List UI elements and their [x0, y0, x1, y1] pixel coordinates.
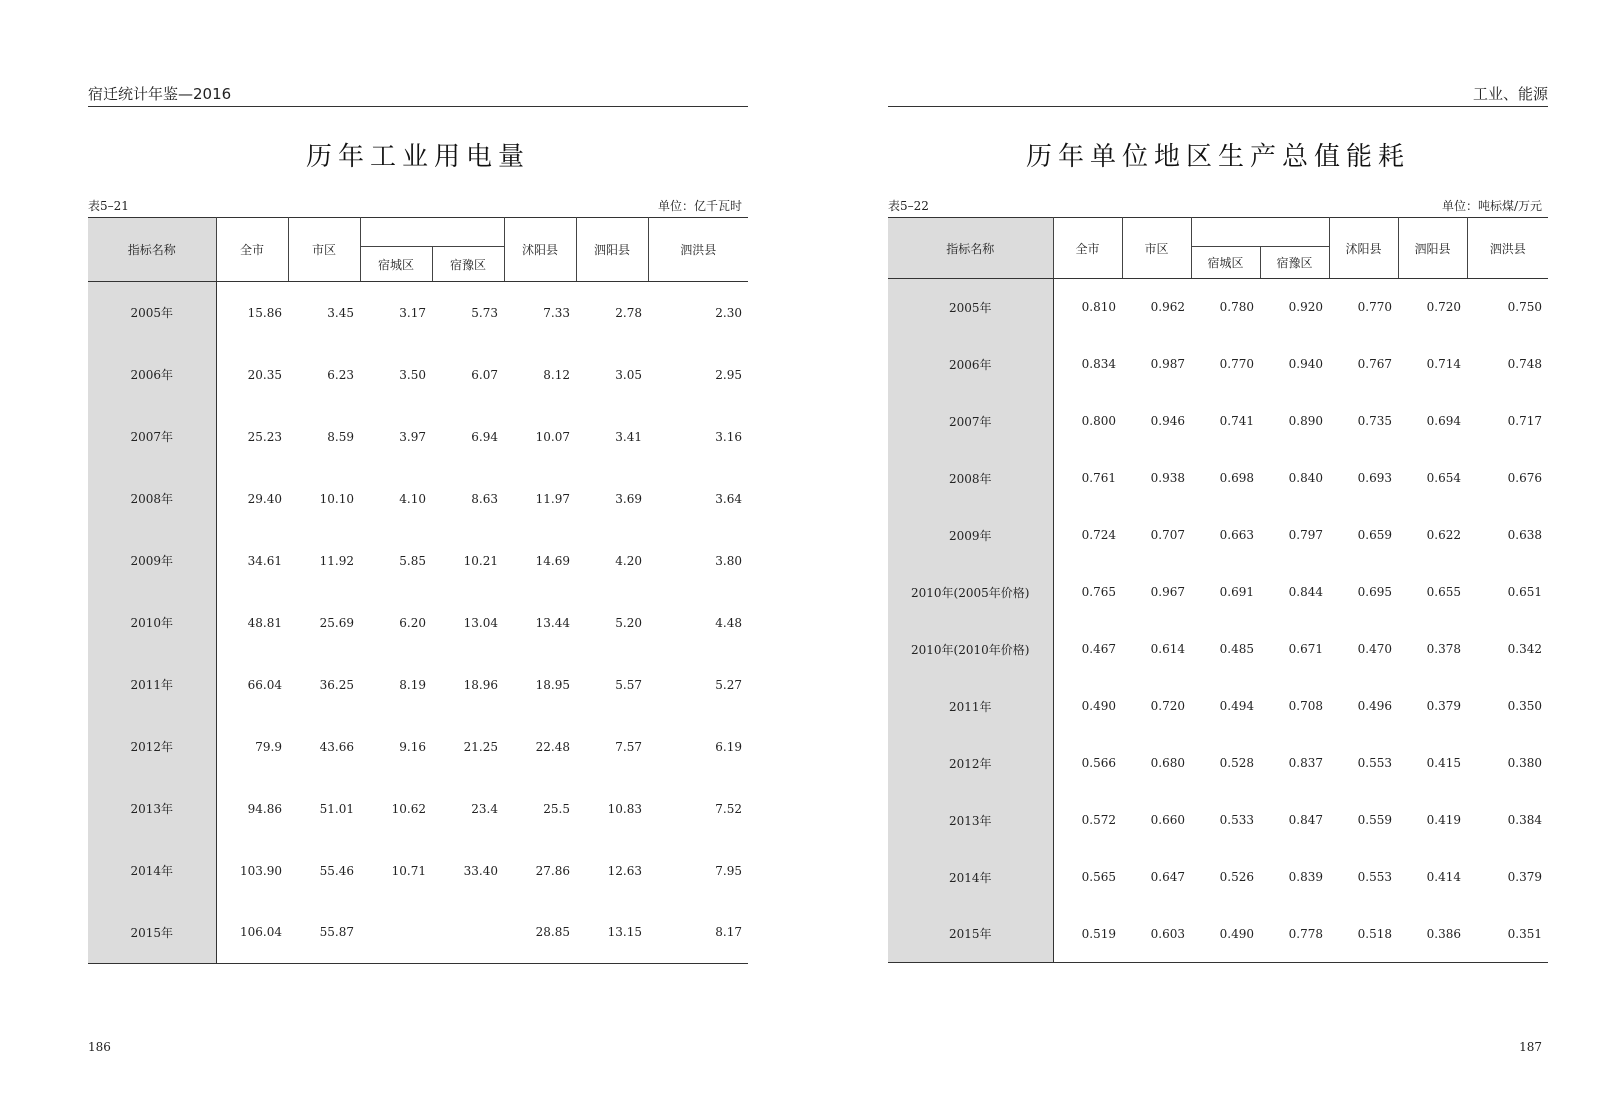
data-cell: 0.654	[1426, 471, 1461, 485]
data-cell: 8.63	[471, 491, 498, 506]
data-cell: 103.90	[240, 863, 282, 878]
data-cell: 10.21	[463, 553, 498, 568]
data-cell: 2.95	[715, 367, 742, 382]
data-cell: 0.526	[1219, 870, 1254, 884]
data-cell: 0.647	[1150, 870, 1185, 884]
data-cell: 3.41	[615, 429, 642, 444]
data-cell: 4.10	[399, 491, 426, 506]
data-cell: 0.485	[1219, 642, 1254, 656]
table-row	[88, 282, 748, 344]
data-cell: 0.724	[1081, 528, 1116, 542]
header-suyu: 宿豫区	[1260, 247, 1329, 279]
data-cell: 0.553	[1357, 870, 1392, 884]
data-cell: 6.07	[471, 367, 498, 382]
data-cell: 0.920	[1288, 300, 1323, 315]
data-cell: 25.69	[319, 615, 354, 630]
data-cell: 0.691	[1219, 585, 1254, 599]
data-cell: 0.750	[1507, 300, 1542, 315]
data-cell: 0.490	[1219, 926, 1254, 941]
data-cell: 9.16	[399, 739, 426, 754]
data-cell: 6.20	[399, 615, 426, 630]
data-cell: 3.69	[615, 491, 642, 506]
data-cell: 0.572	[1081, 813, 1116, 827]
data-cell: 4.48	[715, 615, 742, 630]
row-label: 2005年	[888, 279, 1053, 336]
data-cell: 0.603	[1150, 926, 1185, 941]
data-cell: 5.20	[615, 615, 642, 630]
data-cell: 0.967	[1150, 585, 1185, 599]
table-row	[888, 336, 1548, 393]
data-cell: 0.351	[1507, 926, 1542, 941]
data-cell: 79.9	[255, 739, 282, 754]
data-cell: 0.467	[1081, 642, 1116, 656]
data-cell: 12.63	[607, 863, 642, 878]
data-cell: 5.27	[715, 677, 742, 692]
data-cell: 0.470	[1357, 642, 1392, 656]
data-cell: 0.380	[1507, 756, 1542, 770]
data-cell: 11.92	[319, 553, 354, 568]
data-cell: 4.20	[615, 553, 642, 568]
data-cell: 0.638	[1507, 528, 1542, 542]
table-unit: 单位：亿千瓦时	[657, 199, 742, 213]
row-label: 2012年	[88, 716, 216, 778]
data-cell: 25.5	[543, 801, 570, 816]
data-cell: 0.797	[1288, 528, 1323, 542]
data-cell: 27.86	[535, 863, 570, 878]
page-number: 187	[1519, 1040, 1542, 1054]
row-label: 2005年	[88, 282, 216, 344]
data-cell: 0.720	[1150, 699, 1185, 713]
data-cell: 0.748	[1507, 357, 1542, 371]
data-cell: 7.33	[543, 305, 570, 320]
row-label: 2008年	[888, 450, 1053, 507]
data-cell: 3.64	[715, 491, 742, 506]
data-cell: 0.765	[1081, 585, 1116, 599]
data-cell: 0.386	[1426, 926, 1461, 941]
data-cell: 29.40	[247, 491, 282, 506]
electricity-table	[88, 217, 748, 964]
data-cell: 0.770	[1357, 300, 1392, 315]
data-cell: 3.80	[715, 553, 742, 568]
data-cell: 5.57	[615, 677, 642, 692]
data-cell: 0.717	[1507, 414, 1542, 428]
data-cell: 0.533	[1219, 813, 1254, 827]
row-label: 2015年	[888, 906, 1053, 963]
data-cell: 7.95	[715, 863, 742, 878]
data-cell: 66.04	[247, 677, 282, 692]
data-cell: 14.69	[535, 553, 570, 568]
data-cell: 0.834	[1081, 357, 1116, 371]
data-cell: 13.44	[535, 615, 570, 630]
header-sihong: 泗洪县	[648, 218, 748, 282]
data-cell: 0.708	[1288, 699, 1323, 713]
data-cell: 0.940	[1288, 357, 1323, 371]
data-cell: 36.25	[319, 677, 354, 692]
data-cell: 0.384	[1507, 813, 1542, 827]
data-cell: 0.946	[1150, 414, 1185, 428]
table-title: 历年单位地区生产总值能耗	[1025, 142, 1410, 172]
data-cell: 2.30	[715, 305, 742, 320]
data-cell: 0.559	[1357, 813, 1392, 827]
header-siyang: 泗阳县	[576, 218, 648, 282]
data-cell: 0.847	[1288, 813, 1323, 827]
data-cell: 8.59	[327, 429, 354, 444]
row-label: 2014年	[888, 849, 1053, 906]
data-cell: 10.83	[607, 801, 642, 816]
data-cell: 0.698	[1219, 471, 1254, 485]
data-cell: 7.57	[615, 739, 642, 754]
table-row	[88, 716, 748, 778]
data-cell: 0.519	[1081, 926, 1116, 941]
data-cell: 0.342	[1507, 642, 1542, 656]
header-indicator: 指标名称	[88, 218, 216, 282]
data-cell: 0.663	[1219, 528, 1254, 542]
data-cell: 28.85	[535, 925, 570, 940]
data-cell: 55.87	[319, 925, 354, 940]
table-row	[888, 564, 1548, 621]
data-cell: 0.565	[1081, 870, 1116, 884]
header-shuyang: 沭阳县	[1329, 218, 1398, 279]
table-row	[88, 530, 748, 592]
table-row	[88, 902, 748, 964]
data-cell: 18.96	[463, 677, 498, 692]
table-row	[88, 654, 748, 716]
data-cell: 0.379	[1507, 870, 1542, 884]
row-label: 2010年(2010年价格)	[888, 621, 1053, 678]
data-cell: 0.741	[1219, 414, 1254, 428]
data-cell: 0.528	[1219, 756, 1254, 770]
data-cell: 0.553	[1357, 756, 1392, 770]
data-cell: 25.23	[247, 429, 282, 444]
energy-consumption-table	[888, 217, 1548, 963]
data-cell: 0.837	[1288, 756, 1323, 770]
data-cell: 6.19	[715, 739, 742, 754]
table-row	[888, 621, 1548, 678]
data-cell: 3.05	[615, 367, 642, 382]
data-cell: 0.350	[1507, 699, 1542, 713]
data-cell: 0.614	[1150, 642, 1185, 656]
data-cell: 8.17	[715, 925, 742, 940]
data-cell: 0.839	[1288, 870, 1323, 884]
header-sucheng: 宿城区	[360, 247, 432, 282]
table-title: 历年工业用电量	[305, 142, 530, 172]
data-cell: 0.938	[1150, 471, 1185, 485]
header-sihong: 泗洪县	[1467, 218, 1548, 279]
data-cell: 0.659	[1357, 528, 1392, 542]
row-label: 2012年	[888, 735, 1053, 792]
data-cell: 3.50	[399, 367, 426, 382]
data-cell: 0.844	[1288, 585, 1323, 599]
row-label: 2015年	[88, 902, 216, 964]
data-cell: 0.676	[1507, 471, 1542, 485]
table-row	[888, 735, 1548, 792]
data-cell: 13.04	[463, 615, 498, 630]
data-cell: 2.78	[615, 305, 642, 320]
data-cell: 22.48	[535, 739, 570, 754]
row-label: 2010年	[88, 592, 216, 654]
row-label: 2009年	[88, 530, 216, 592]
data-cell: 6.94	[471, 429, 498, 444]
data-cell: 0.695	[1357, 585, 1392, 599]
data-cell: 8.12	[543, 367, 570, 382]
row-label: 2011年	[88, 654, 216, 716]
header-urban: 市区	[288, 218, 360, 282]
data-cell: 0.767	[1357, 357, 1392, 371]
row-label: 2008年	[88, 468, 216, 530]
data-cell: 0.566	[1081, 756, 1116, 770]
data-cell: 3.97	[399, 429, 426, 444]
data-cell: 3.17	[399, 305, 426, 320]
table-row	[88, 778, 748, 840]
page-number: 186	[88, 1040, 111, 1054]
data-cell: 0.415	[1426, 756, 1461, 770]
row-label: 2010年(2005年价格)	[888, 564, 1053, 621]
header-whole-city: 全市	[216, 218, 288, 282]
data-cell: 0.810	[1081, 300, 1116, 315]
table-unit: 单位：吨标煤/万元	[1441, 199, 1542, 213]
data-cell: 3.45	[327, 305, 354, 320]
left-page	[88, 0, 748, 1099]
header-shuyang: 沭阳县	[504, 218, 576, 282]
table-row	[888, 849, 1548, 906]
data-cell: 0.655	[1426, 585, 1461, 599]
row-label: 2013年	[888, 792, 1053, 849]
table-row	[888, 792, 1548, 849]
data-cell: 15.86	[247, 305, 282, 320]
data-cell: 23.4	[471, 801, 498, 816]
table-row	[888, 450, 1548, 507]
data-cell: 0.840	[1288, 471, 1323, 485]
data-cell: 0.890	[1288, 414, 1323, 428]
header-urban-spacer	[1191, 218, 1329, 247]
table-row	[888, 906, 1548, 963]
row-label: 2007年	[888, 393, 1053, 450]
data-cell: 0.800	[1081, 414, 1116, 428]
data-cell: 6.23	[327, 367, 354, 382]
running-head: 工业、能源	[888, 84, 1548, 107]
data-cell	[432, 902, 504, 964]
data-cell: 0.490	[1081, 699, 1116, 713]
data-cell: 0.496	[1357, 699, 1392, 713]
data-cell: 11.97	[535, 491, 570, 506]
row-label: 2009年	[888, 507, 1053, 564]
table-row	[88, 592, 748, 654]
table-row	[88, 344, 748, 406]
table-row	[888, 279, 1548, 336]
data-cell	[360, 902, 432, 964]
row-label: 2013年	[88, 778, 216, 840]
data-cell: 34.61	[247, 553, 282, 568]
data-cell: 0.671	[1288, 642, 1323, 656]
data-cell: 0.761	[1081, 471, 1116, 485]
table-row	[88, 406, 748, 468]
data-cell: 10.10	[319, 491, 354, 506]
data-cell: 0.714	[1426, 357, 1461, 371]
table-row	[88, 468, 748, 530]
table-body	[888, 279, 1548, 963]
data-cell: 0.494	[1219, 699, 1254, 713]
right-page	[888, 0, 1548, 1099]
table-number: 表5–21	[88, 199, 129, 213]
data-cell: 33.40	[463, 863, 498, 878]
header-whole-city: 全市	[1053, 218, 1122, 279]
data-cell: 0.778	[1288, 926, 1323, 941]
data-cell: 51.01	[319, 801, 354, 816]
data-cell: 0.622	[1426, 528, 1461, 542]
table-body	[88, 282, 748, 964]
data-cell: 8.19	[399, 677, 426, 692]
data-cell: 21.25	[463, 739, 498, 754]
data-cell: 0.987	[1150, 357, 1185, 371]
header-indicator: 指标名称	[888, 218, 1053, 279]
data-cell: 0.962	[1150, 300, 1185, 315]
data-cell: 0.680	[1150, 756, 1185, 770]
data-cell: 94.86	[247, 801, 282, 816]
data-cell: 55.46	[319, 863, 354, 878]
data-cell: 0.720	[1426, 300, 1461, 315]
data-cell: 0.379	[1426, 699, 1461, 713]
data-cell: 106.04	[240, 925, 282, 940]
data-cell: 0.707	[1150, 528, 1185, 542]
data-cell: 0.651	[1507, 585, 1542, 599]
data-cell: 0.419	[1426, 813, 1461, 827]
header-siyang: 泗阳县	[1398, 218, 1467, 279]
data-cell: 0.770	[1219, 357, 1254, 371]
data-cell: 0.660	[1150, 813, 1185, 827]
header-urban: 市区	[1122, 218, 1191, 279]
row-label: 2011年	[888, 678, 1053, 735]
data-cell: 0.694	[1426, 414, 1461, 428]
header-suyu: 宿豫区	[432, 247, 504, 282]
data-cell: 48.81	[247, 615, 282, 630]
data-cell: 10.07	[535, 429, 570, 444]
data-cell: 20.35	[247, 367, 282, 382]
table-row	[88, 840, 748, 902]
table-row	[888, 678, 1548, 735]
data-cell: 7.52	[715, 801, 742, 816]
data-cell: 10.62	[391, 801, 426, 816]
table-row	[888, 393, 1548, 450]
data-cell: 0.414	[1426, 870, 1461, 884]
table-row	[888, 507, 1548, 564]
row-label: 2014年	[88, 840, 216, 902]
data-cell: 5.85	[399, 553, 426, 568]
row-label: 2006年	[888, 336, 1053, 393]
row-label: 2006年	[88, 344, 216, 406]
data-cell: 43.66	[319, 739, 354, 754]
data-cell: 5.73	[471, 305, 498, 320]
data-cell: 0.378	[1426, 642, 1461, 656]
data-cell: 3.16	[715, 429, 742, 444]
data-cell: 0.518	[1357, 926, 1392, 941]
table-number: 表5–22	[888, 199, 929, 213]
data-cell: 13.15	[607, 925, 642, 940]
running-head: 宿迁统计年鉴—2016	[88, 84, 748, 107]
data-cell: 0.693	[1357, 471, 1392, 485]
header-urban-spacer	[360, 218, 504, 247]
header-sucheng: 宿城区	[1191, 247, 1260, 279]
data-cell: 0.735	[1357, 414, 1392, 428]
row-label: 2007年	[88, 406, 216, 468]
data-cell: 0.780	[1219, 300, 1254, 315]
data-cell: 10.71	[391, 863, 426, 878]
data-cell: 18.95	[535, 677, 570, 692]
